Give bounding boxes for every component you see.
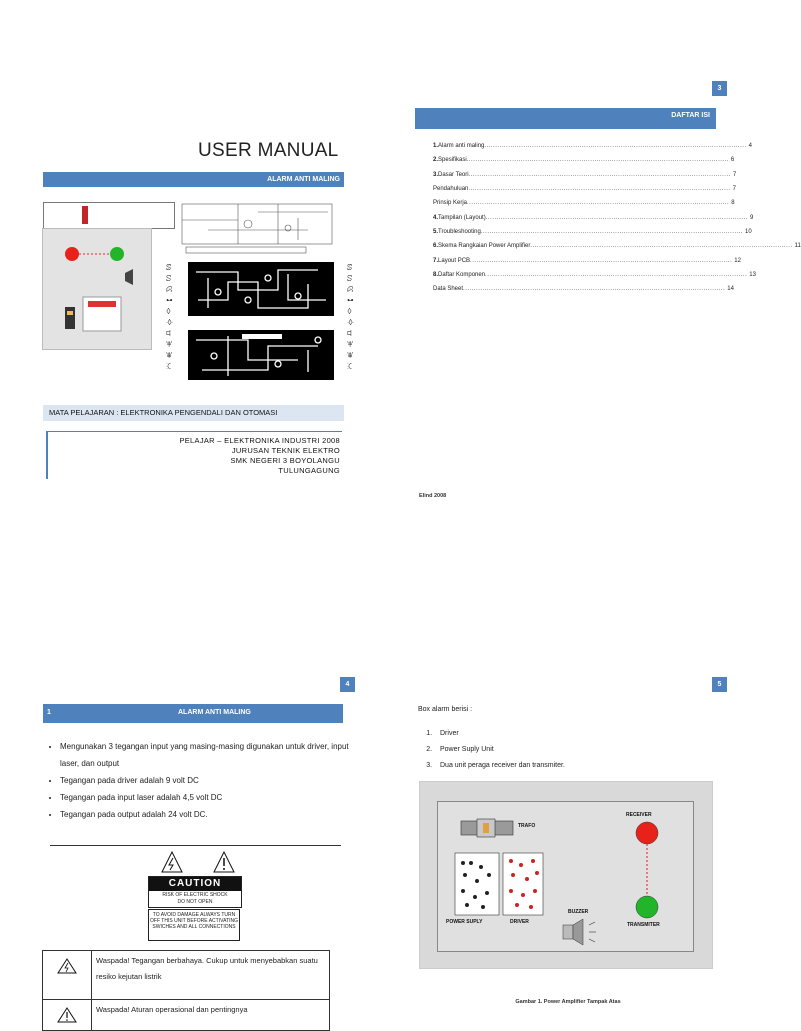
toc-row[interactable]: Data Sheet ......................................................................................................................... 14 <box>433 286 734 293</box>
list-item: • Mengunakan 3 tegangan input yang masing-masing digunakan untuk driver, input laser, dan output <box>60 738 365 772</box>
section-number: 1 <box>47 709 51 716</box>
list-item: 3. Dua unit peraga receiver dan transmiter. <box>434 758 734 774</box>
driver-label: DRIVER <box>510 919 529 925</box>
lightning-warning-icon <box>57 958 77 974</box>
box-contents-intro: Box alarm berisi : <box>418 706 473 713</box>
table-of-contents <box>433 139 801 296</box>
table-row <box>43 1000 330 1031</box>
page-number: 4 <box>340 677 355 692</box>
figure-caption: Gambar 1. Power Amplifier Tampak Atas <box>515 999 621 1005</box>
toc-row[interactable]: 6. Skema Rangkaian Power Amplifier ......................................................................................................................... 11 <box>433 243 801 250</box>
toc-row[interactable]: 5. Troubleshooting ......................................................................................................................... 10 <box>433 228 752 235</box>
warning-text: Waspada! Tegangan berbahaya. Cukup untuk menyebabkan suatu resiko kejutan listrik <box>92 951 330 1000</box>
exclamation-warning-icon <box>57 1007 77 1023</box>
school-line: SMK NEGERI 3 BOYOLANGU <box>230 456 340 465</box>
toc-row[interactable]: 7. Layout PCB ......................................................................................................................... 12 <box>433 257 741 264</box>
toc-row[interactable]: 2. Spesifikasi ......................................................................................................................... 6 <box>433 157 735 164</box>
avoid-damage-notice: TO AVOID DAMAGE ALWAYS TURN OFF THIS UNIT BEFORE ACTIVATING SWICHES AND ALL CONNECTIONS <box>148 909 240 941</box>
page-number: 3 <box>712 81 727 96</box>
caution-subtext: RISK OF ELECTRIC SHOCK <box>162 892 228 898</box>
device-illustration <box>43 229 151 349</box>
trafo-label: TRAFO <box>518 823 536 829</box>
caution-subtext: DO NOT OPEN <box>177 899 213 905</box>
list-item: • Tegangan pada driver adalah 9 volt DC <box>60 772 365 789</box>
toc-header-bar: DAFTAR ISI <box>415 108 716 129</box>
school-line: TULUNGAGUNG <box>278 466 340 475</box>
toc-row[interactable]: 1. Alarm anti maling ......................................................................................................................... 4 <box>433 143 752 150</box>
caution-label <box>148 876 242 908</box>
school-line: JURUSAN TEKNIK ELEKTRO <box>231 446 340 455</box>
cover-section-bar: ALARM ANTI MALING <box>43 172 344 187</box>
footer-text: Elind 2008 <box>419 493 447 499</box>
device-photo <box>42 228 152 350</box>
buzzer-label: BUZZER <box>568 909 589 915</box>
list-item: 1. Driver <box>434 726 734 742</box>
power-suply-label: POWER SUPLY <box>446 919 483 925</box>
page-number: 5 <box>712 677 727 692</box>
school-info <box>46 431 342 479</box>
toc-row[interactable]: 4. Tampilan (Layout) ......................................................................................................................... 9 <box>433 214 754 221</box>
transmiter-label: TRANSMITER <box>627 922 660 928</box>
section-header-bar <box>43 704 343 723</box>
device-photo-frame <box>43 202 175 229</box>
school-line: PELAJAR – ELEKTRONIKA INDUSTRI 2008 <box>179 436 340 445</box>
toc-row[interactable]: Pendahuluan ......................................................................................................................... 7 <box>433 186 736 193</box>
table-row <box>43 951 330 1000</box>
pcb-side-marks-left: ꕷꕶꕸꕹꕺꕻꕼꕽꕾꕿ <box>166 263 174 371</box>
caution-heading: CAUTION <box>149 877 241 891</box>
toc-row[interactable]: 8. Daftar Komponen ......................................................................................................................... 13 <box>433 271 756 278</box>
section-title: ALARM ANTI MALING <box>178 709 251 716</box>
list-item: • Tegangan pada input laser adalah 4,5 volt DC <box>60 789 365 806</box>
toc-row[interactable]: Prinsip Kerja ......................................................................................................................... 8 <box>433 200 735 207</box>
manual-title: USER MANUAL <box>198 140 339 161</box>
list-item: 2. Power Suply Unit <box>434 742 734 758</box>
warning-triangles <box>148 850 240 874</box>
warning-table <box>42 950 330 1031</box>
pcb-side-marks-right: ꕷꕶꕸꕹꕺꕻꕼꕽꕾꕿ <box>347 263 355 371</box>
box-contents-list <box>420 726 734 774</box>
warning-icon-cell <box>43 951 92 1000</box>
toc-row[interactable]: 3. Dasar Teori ......................................................................................................................... 7 <box>433 171 737 178</box>
divider <box>50 845 341 846</box>
receiver-label: RECEIVER <box>626 812 652 818</box>
warning-icon-cell <box>43 1000 92 1031</box>
subject-bar: MATA PELAJARAN : ELEKTRONIKA PENGENDALI DAN OTOMASI <box>43 405 344 421</box>
warning-text: Waspada! Aturan operasional dan pentingnya <box>92 1000 330 1031</box>
list-item: • Tegangan pada output adalah 24 volt DC. <box>60 806 365 823</box>
spec-bullet-list <box>40 738 365 823</box>
circuit-schematic-and-pcb <box>178 200 348 380</box>
